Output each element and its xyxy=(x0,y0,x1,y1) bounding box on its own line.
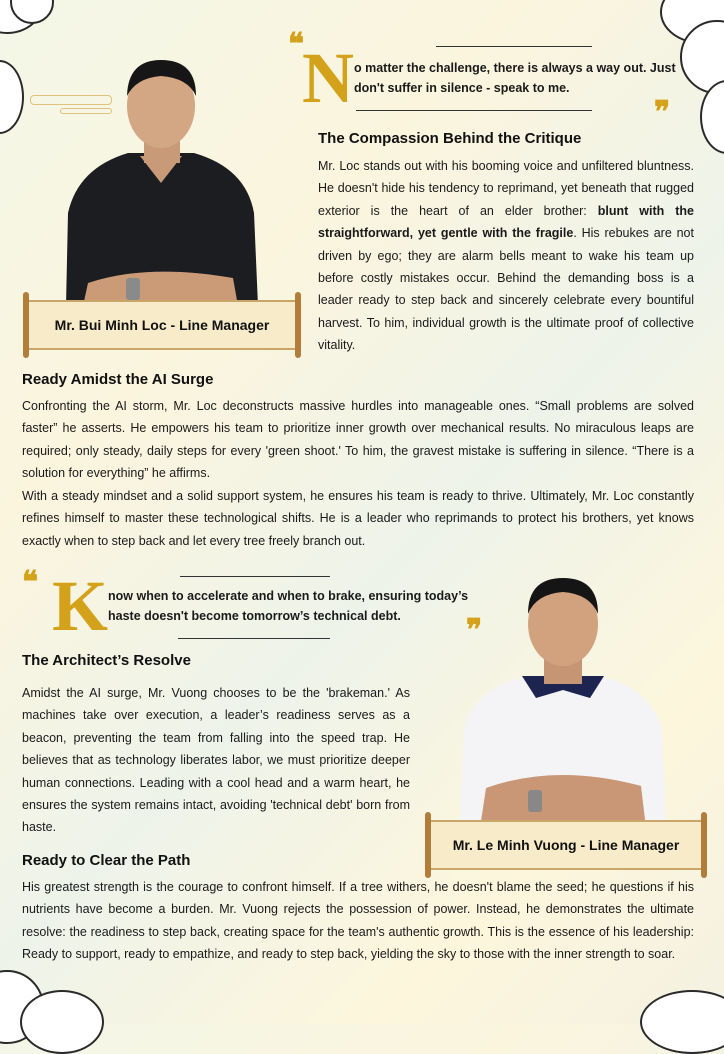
portrait-le-minh-vuong xyxy=(456,558,670,828)
quote-rule-top xyxy=(436,46,592,47)
quote-initial-letter: N xyxy=(302,38,354,118)
path-paragraph: His greatest strength is the courage to confront himself. If a tree withers, he doesn't blame the seed; he questions if his nutrients have become a burden. Mr. Vuong rejects the possession of power. Instead, he demonstrates the ultimate resolve: the readiness to step back, creating space for the team's authentic growth. This is the essence of his leadership: Ready to support, ready to empathize, and ready to step back, yielding the sky to those with the inner strength to soar. xyxy=(22,880,694,962)
ai-paragraph-1: Confronting the AI storm, Mr. Loc deconstructs massive hurdles into manageable ones. “Small problems are solved faster” he asserts. He empowers his team to prioritize inner growth over mechanical results. No miraculous leaps are required; only steady, daily steps for every 'green shoot.' To him, the gravest mistake is suffering in silence. “There is a solution for everything” he affirms. xyxy=(22,399,694,481)
quote-rule-bottom xyxy=(356,110,592,111)
cloud-decoration-left xyxy=(0,60,25,140)
section-heading-ai-surge: Ready Amidst the AI Surge xyxy=(22,371,214,388)
quote-close-icon: ❞ xyxy=(654,96,671,129)
cloud-decoration-bottom-left xyxy=(0,960,110,1040)
cloud-decoration-bottom-right xyxy=(640,990,724,1040)
caption-banner-vuong xyxy=(428,820,704,870)
profile2-paragraph: Amidst the AI surge, Mr. Vuong chooses to be the 'brakeman.' As machines take over execution, a leader’s readiness serves as a beacon, preventing the team from falling into the speed trap. He believes that as technology liberates labor, we must prioritize deeper human connections. Leading with a cool head and a warm heart, he ensures the system remains intact, avoiding 'technical debt' born from haste. xyxy=(22,686,410,835)
quote-text: o matter the challenge, there is always a way out. Just don't suffer in silence - speak to me. xyxy=(354,61,676,95)
ai-paragraph-2: With a steady mindset and a solid support system, he ensures his team is ready to thrive. Ultimately, Mr. Loc constantly refines himself to master these technological shifts. He is a leader who reprimands to protect his brothers, yet knows exactly when to step back and let every tree freely branch out. xyxy=(22,489,694,548)
quote-text: now when to accelerate and when to brake, ensuring today’s haste doesn't become tomorrow’s technical debt. xyxy=(108,589,469,623)
quote-rule-top xyxy=(180,576,330,577)
profile1-paragraph: Mr. Loc stands out with his booming voice and unfiltered bluntness. He doesn't hide his tendency to reprimand, yet beneath that rugged exterior is the heart of an elder brother: blunt with the straightforward, yet gentle with the fragile. His rebukes are not driven by ego; they are alarm bells meant to wake his team up before costly mistakes occur. Behind the demanding boss is a leader ready to step back and sincerely celebrate every bountiful harvest. To him, individual growth is the ultimate proof of collective vitality. xyxy=(318,159,695,353)
caption-text: Mr. Bui Minh Loc - Line Manager xyxy=(54,317,270,333)
quote-close-icon: ❞ xyxy=(466,614,483,647)
section-heading-clear-path: Ready to Clear the Path xyxy=(22,852,191,869)
quote-rule-bottom xyxy=(178,638,330,639)
quote-initial-letter: K xyxy=(52,566,109,646)
cloud-decoration-top-left xyxy=(0,0,60,50)
quote-open-icon: ❝ xyxy=(22,566,39,599)
quote-open-icon: ❝ xyxy=(288,28,305,61)
section-heading-critique: The Compassion Behind the Critique xyxy=(318,130,582,147)
caption-banner-loc xyxy=(26,300,298,350)
section-heading-architect: The Architect’s Resolve xyxy=(22,652,191,669)
portrait-bui-minh-loc xyxy=(58,38,264,306)
caption-text: Mr. Le Minh Vuong - Line Manager xyxy=(452,837,680,853)
emphasis-text: blunt with the straightforward, yet gentle with the fragile xyxy=(318,203,695,241)
